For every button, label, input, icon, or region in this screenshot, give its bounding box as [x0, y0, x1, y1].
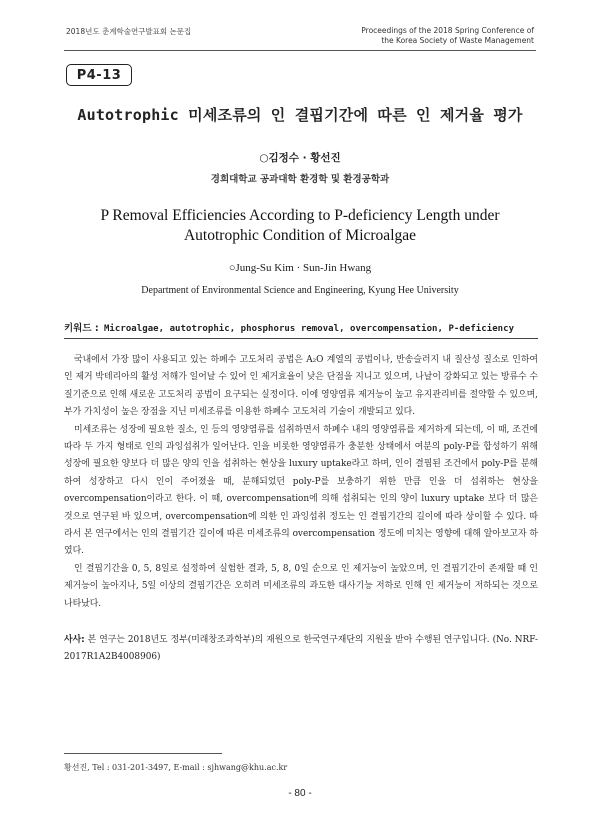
authors-korean: ○김정수 · 황선진	[259, 152, 341, 164]
session-code-badge: P4-13	[66, 64, 132, 86]
corresponding-author-footnote: 황선진, Tel : 031-201-3497, E-mail : sjhwang@khu.ac.kr	[64, 763, 288, 772]
footnote-divider	[64, 753, 222, 754]
running-header-right-line2: the Korea Society of Waste Management	[381, 36, 534, 45]
running-header-left: 2018년도 춘계학술연구발표회 논문집	[66, 27, 192, 36]
affiliation-english: Department of Environmental Science and Engineering, Kyung Hee University	[141, 285, 459, 296]
authors-english: ○Jung-Su Kim · Sun-Jin Hwang	[228, 262, 372, 274]
keywords-text: Microalgae, autotrophic, phosphorus removal, overcompensation, P-deficiency	[103, 324, 515, 334]
page-number: - 80 -	[288, 788, 312, 799]
abstract-body	[64, 352, 538, 613]
abstract-paragraph-1: 국내에서 가장 많이 사용되고 있는 하폐수 고도처리 공법은 A₂O 계열의 공법이나, 반송슬러지 내 질산성 질소로 인하여 인 제거 박테리아의 활성 저해가 일어날 수 있어 인 제거효율이 낮은 단점을 지니고 있으며, 나날이 강화되고 있는 방류수 수질기준으로 인해 새로운 고도처리 공법이 요구되는 실정이다. 이에 영양염류 제거능이 높고 유지관리비를 절약할 수 있으며, 부가 가치성이 높은 장점을 지닌 미세조류를 이용한 하폐수 고도처리 기술이 개발되고 있다.	[64, 355, 538, 418]
running-header-right	[361, 26, 534, 46]
keywords-label: 키워드 :	[64, 323, 99, 334]
affiliation-korean: 경희대학교 공과대학 환경학 및 환경공학과	[210, 174, 390, 185]
title-english-line2: Autotrophic Condition of Microalgae	[183, 227, 417, 244]
title-english	[60, 206, 540, 246]
title-english-line1: P Removal Efficiencies According to P-deficiency Length under	[100, 207, 500, 224]
acknowledgement	[64, 632, 538, 666]
header-divider	[64, 50, 536, 51]
acknowledgement-text: 본 연구는 2018년도 정부(미래창조과학부)의 재원으로 한국연구재단의 지원을 받아 수행된 연구입니다. (No. NRF-2017R1A2B4008906)	[64, 635, 538, 662]
abstract-paragraph-2: 미세조류는 성장에 필요한 질소, 인 등의 영양염류를 섭취하면서 하폐수 내의 영양염류를 제거하게 되는데, 이 때, 조건에 따라 두 가지 형태로 인의 과잉섭취가 일어난다. 인을 비롯한 영양염류가 충분한 상태에서 여분의 poly-P를 합성하기 위해 성장에 필요한 양보다 더 많은 양의 인을 섭취하는 현상을 luxury uptake라고 하며, 인이 결핍된 조건에서 poly-P를 분해하여 성장하고 다시 인이 주어졌을 때, 분해되었던 poly-P를 보충하기 위한 만큼 인을 더 섭취하는 현상을 overcompensation이라고 한다. 이 때, overcompensation에 의해 섭취되는 인의 양이 luxury uptake 보다 더 많은 것으로 연구된 바 있으며, overcompensation에 의한 인 과잉섭취 정도는 인 결핍기간의 길이에 따라 상이할 수 있다. 따라서 본 연구에서는 인의 결핍기간 길이에 따른 미세조류의 overcompensation 정도에 미치는 영향에 대해 알아보고자 하였다.	[64, 424, 538, 557]
title-korean: Autotrophic 미세조류의 인 결핍기간에 따른 인 제거율 평가	[77, 106, 523, 124]
abstract-paragraph-3: 인 결핍기간을 0, 5, 8일로 설정하여 실험한 결과, 5, 8, 0일 순으로 인 제거능이 높았으며, 인 결핍기간이 존재할 때 인 제거능이 높아지나, 5일 이상의 결핍기간은 오히려 미세조류의 과도한 대사기능 저하로 인해 인 제거능이 저하되는 것으로 나타났다.	[64, 563, 538, 609]
acknowledgement-label: 사사:	[64, 635, 85, 645]
keywords-divider	[64, 338, 538, 339]
keywords	[64, 320, 538, 334]
running-header-right-line1: Proceedings of the 2018 Spring Conference of	[361, 26, 534, 35]
